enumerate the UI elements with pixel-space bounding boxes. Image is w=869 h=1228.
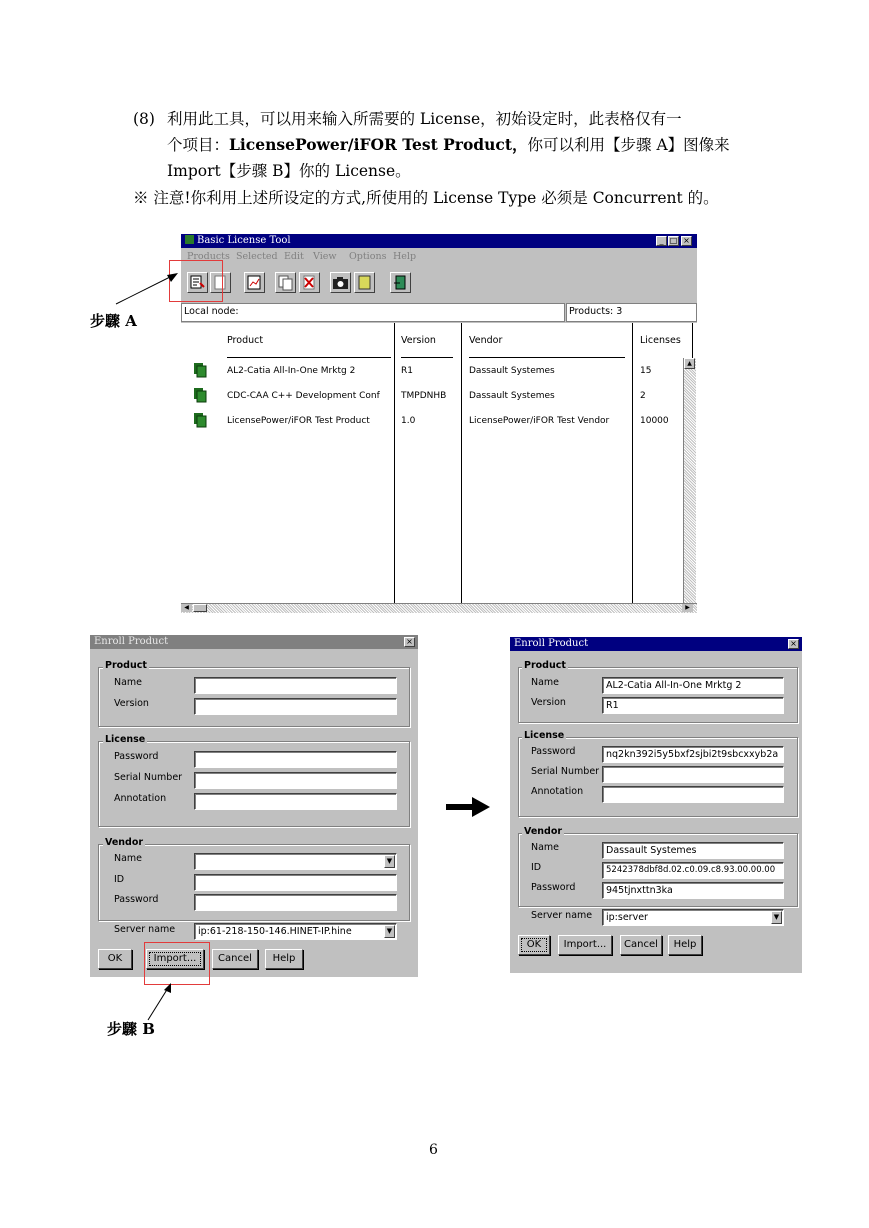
book-icon bbox=[355, 273, 374, 292]
products-count-bar bbox=[566, 303, 697, 322]
serial-number-input[interactable] bbox=[194, 772, 397, 789]
note-line: ※ 注意!你利用上述所设定的方式,所使用的 License Type 必须是 Concurrent 的。 bbox=[133, 189, 719, 207]
cell-vendor: LicensePower/iFOR Test Vendor bbox=[469, 416, 610, 426]
version-label: Version bbox=[531, 697, 566, 708]
product-icon bbox=[193, 412, 207, 428]
report-tool-button[interactable] bbox=[244, 272, 265, 293]
instruction-line-1: 利用此工具，可以用来输入所需要的 License，初始设定时，此表格仅有一 bbox=[167, 110, 682, 128]
product-group-label: Product bbox=[105, 660, 147, 671]
product-list bbox=[181, 323, 697, 603]
vendor-password-label: Password bbox=[531, 882, 576, 893]
cancel-button[interactable]: Cancel bbox=[212, 949, 258, 969]
server-name-value: ip:server bbox=[606, 912, 648, 923]
maximize-button[interactable]: □ bbox=[669, 236, 678, 245]
scroll-up-arrow-icon[interactable]: ▲ bbox=[684, 358, 695, 369]
copy-icon bbox=[276, 273, 295, 292]
menu-help[interactable]: Help bbox=[393, 251, 417, 262]
minimize-button[interactable]: _ bbox=[656, 236, 667, 246]
serial-number-label: Serial Number bbox=[531, 766, 600, 777]
name-input[interactable] bbox=[194, 677, 397, 694]
password-label: Password bbox=[114, 751, 159, 762]
help-button[interactable]: Help bbox=[668, 935, 702, 955]
ok-button[interactable]: OK bbox=[98, 949, 132, 969]
col-divider bbox=[692, 323, 693, 363]
step-b-highlight bbox=[144, 942, 210, 985]
version-input[interactable] bbox=[194, 698, 397, 715]
name-label: Name bbox=[114, 677, 143, 688]
col-vendor-header[interactable]: Vendor bbox=[469, 335, 503, 346]
instruction-line-2-pre: 个项目： bbox=[167, 136, 230, 154]
enroll-dialog-empty bbox=[90, 635, 418, 977]
snapshot-tool-button[interactable] bbox=[330, 272, 351, 293]
chart-icon bbox=[245, 273, 264, 292]
delete-tool-button[interactable] bbox=[299, 272, 320, 293]
vendor-id-label: ID bbox=[114, 874, 125, 885]
header-underline-product bbox=[227, 357, 391, 358]
item-number: (8) bbox=[133, 110, 155, 128]
menu-view[interactable]: View bbox=[313, 251, 337, 262]
license-group-label: License bbox=[524, 730, 565, 741]
instruction-line-2-post: 你可以利用【步骤 A】图像来 bbox=[527, 136, 730, 154]
scroll-right-arrow-icon[interactable]: ▶ bbox=[682, 604, 693, 612]
page-number: 6 bbox=[429, 1142, 438, 1158]
license-tool-titlebar[interactable] bbox=[181, 234, 697, 248]
cell-product: AL2-Catia All-In-One Mrktg 2 bbox=[227, 366, 356, 376]
vendor-password-input[interactable] bbox=[194, 894, 397, 911]
enroll-dialog-filled bbox=[510, 637, 802, 973]
version-input[interactable]: R1 bbox=[602, 697, 784, 714]
annotation-input[interactable] bbox=[194, 793, 397, 810]
menu-selected[interactable]: Selected bbox=[236, 251, 278, 262]
cell-version: R1 bbox=[401, 366, 413, 376]
name-input[interactable]: AL2-Catia All-In-One Mrktg 2 bbox=[602, 677, 784, 694]
vendor-password-input[interactable]: 945tjnxttn3ka bbox=[602, 882, 784, 899]
annotation-label: Annotation bbox=[531, 786, 584, 797]
instruction-product-name: LicensePower/iFOR Test Product， bbox=[229, 135, 528, 154]
vertical-scrollbar[interactable] bbox=[683, 358, 696, 603]
password-input[interactable] bbox=[194, 751, 397, 768]
cell-vendor: Dassault Systemes bbox=[469, 366, 555, 376]
vendor-id-input[interactable] bbox=[194, 874, 397, 891]
right-arrow-icon bbox=[446, 797, 490, 817]
chevron-down-icon[interactable]: ▼ bbox=[771, 911, 782, 924]
server-name-label: Server name bbox=[531, 910, 593, 921]
cancel-button[interactable]: Cancel bbox=[620, 935, 662, 955]
col-divider bbox=[632, 323, 633, 603]
cell-vendor: Dassault Systemes bbox=[469, 391, 555, 401]
col-licenses-header[interactable]: Licenses bbox=[640, 335, 681, 346]
annotation-input[interactable] bbox=[602, 786, 784, 803]
server-name-dropdown[interactable] bbox=[194, 923, 397, 940]
exit-icon bbox=[391, 273, 410, 292]
vendor-name-dropdown[interactable] bbox=[194, 853, 397, 870]
cell-product: LicensePower/iFOR Test Product bbox=[227, 416, 370, 426]
import-button[interactable]: Import... bbox=[558, 935, 612, 955]
cell-licenses: 10000 bbox=[640, 416, 669, 426]
col-divider bbox=[461, 323, 462, 603]
cell-licenses: 2 bbox=[640, 391, 646, 401]
cell-licenses: 15 bbox=[640, 366, 652, 376]
serial-number-label: Serial Number bbox=[114, 772, 183, 783]
step-a-arrow bbox=[110, 270, 185, 310]
scroll-thumb[interactable] bbox=[193, 604, 207, 612]
license-tool-window bbox=[181, 234, 697, 612]
enroll-dialog-title: Enroll Product bbox=[94, 636, 169, 647]
instruction-line-2 bbox=[167, 132, 730, 158]
col-product-header[interactable]: Product bbox=[227, 335, 264, 346]
name-label: Name bbox=[531, 677, 560, 688]
cell-version: 1.0 bbox=[401, 416, 416, 426]
app-icon bbox=[185, 235, 194, 244]
exit-tool-button[interactable] bbox=[390, 272, 411, 293]
cell-product: CDC-CAA C++ Development Conf bbox=[227, 391, 380, 401]
close-button[interactable]: × bbox=[404, 637, 415, 647]
enroll-dialog-titlebar[interactable] bbox=[90, 635, 418, 649]
menu-products[interactable]: Products bbox=[187, 251, 230, 262]
copy-tool-button[interactable] bbox=[275, 272, 296, 293]
product-icon bbox=[193, 362, 207, 378]
col-version-header[interactable]: Version bbox=[401, 335, 436, 346]
password-label: Password bbox=[531, 746, 576, 757]
vendor-group-label: Vendor bbox=[524, 826, 563, 837]
step-b-label: 步驟 B bbox=[107, 1020, 155, 1038]
book-tool-button[interactable] bbox=[354, 272, 375, 293]
chevron-down-icon[interactable]: ▼ bbox=[384, 855, 395, 868]
vendor-id-input[interactable]: 5242378dbf8d.02.c0.09.c8.93.00.00.00 bbox=[602, 862, 784, 879]
header-underline-version bbox=[401, 357, 453, 358]
server-name-label: Server name bbox=[114, 924, 176, 935]
vendor-id-label: ID bbox=[531, 862, 542, 873]
ok-button[interactable]: OK bbox=[518, 935, 550, 955]
import-button[interactable]: Import... bbox=[146, 949, 204, 969]
version-label: Version bbox=[114, 698, 149, 709]
product-group-label: Product bbox=[524, 660, 566, 671]
product-group bbox=[98, 667, 410, 727]
server-name-dropdown[interactable] bbox=[602, 909, 784, 926]
enroll-dialog-title: Enroll Product bbox=[514, 638, 589, 649]
serial-number-input[interactable] bbox=[602, 766, 784, 783]
local-node-bar bbox=[181, 303, 565, 322]
camera-icon bbox=[331, 273, 350, 292]
vendor-name-label: Name bbox=[114, 853, 143, 864]
products-count: Products: 3 bbox=[569, 306, 623, 317]
product-group bbox=[518, 667, 798, 723]
chevron-down-icon[interactable]: ▼ bbox=[384, 925, 395, 938]
vendor-password-label: Password bbox=[114, 894, 159, 905]
password-input[interactable]: nq2kn392i5y5bxf2sjbi2t9sbcxxyb2a bbox=[602, 746, 784, 763]
local-node-label: Local node: bbox=[184, 306, 239, 317]
delete-icon bbox=[300, 273, 319, 292]
vendor-name-input[interactable]: Dassault Systemes bbox=[602, 842, 784, 859]
menu-options[interactable]: Options bbox=[349, 251, 387, 262]
header-underline-vendor bbox=[469, 357, 625, 358]
help-button[interactable]: Help bbox=[265, 949, 303, 969]
step-a-label: 步驟 A bbox=[90, 312, 137, 330]
server-name-value: ip:61-218-150-146.HINET-IP.hine bbox=[198, 926, 352, 937]
menu-bar bbox=[181, 251, 697, 264]
scroll-left-arrow-icon[interactable]: ◀ bbox=[181, 604, 192, 612]
close-button[interactable]: × bbox=[788, 639, 799, 649]
col-divider bbox=[394, 323, 395, 603]
cell-version: TMPDNHB bbox=[401, 391, 447, 401]
vendor-group-label: Vendor bbox=[105, 837, 144, 848]
license-tool-title: Basic License Tool bbox=[197, 235, 291, 246]
vendor-name-label: Name bbox=[531, 842, 560, 853]
instruction-line-3: Import【步骤 B】你的 License。 bbox=[167, 162, 411, 180]
menu-edit[interactable]: Edit bbox=[284, 251, 304, 262]
annotation-label: Annotation bbox=[114, 793, 167, 804]
close-button[interactable]: × bbox=[681, 236, 692, 246]
enroll-dialog-titlebar[interactable] bbox=[510, 637, 802, 651]
product-icon bbox=[193, 387, 207, 403]
horizontal-scrollbar[interactable] bbox=[181, 603, 697, 613]
license-group-label: License bbox=[105, 734, 146, 745]
